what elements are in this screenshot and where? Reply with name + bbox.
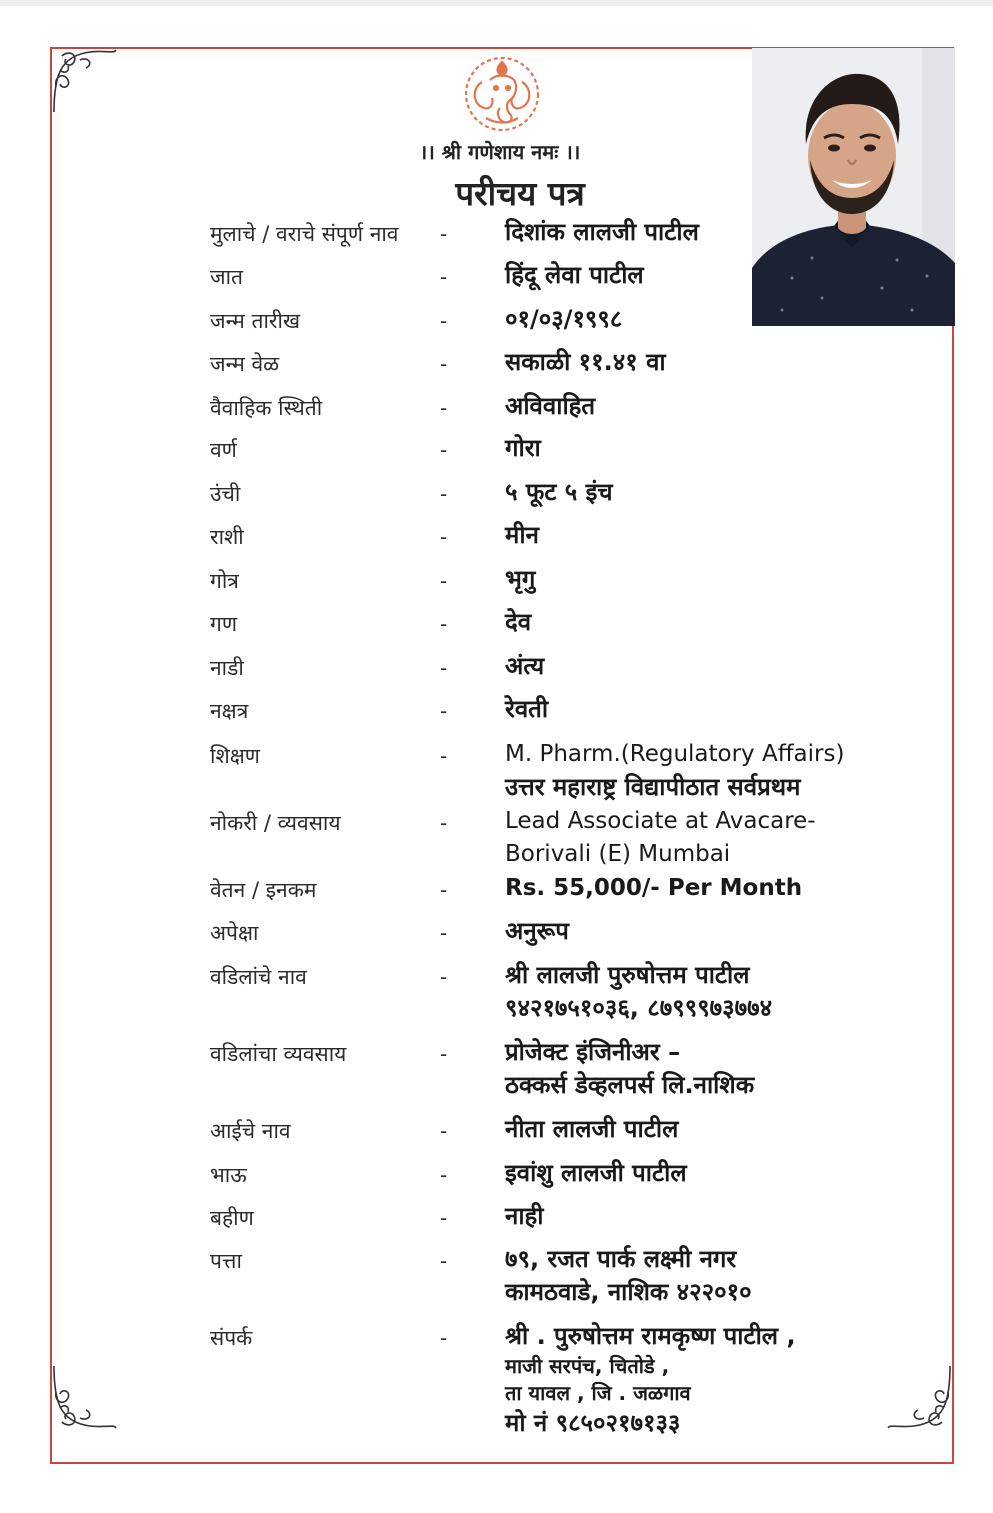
detail-label: नक्षत्र [210, 699, 249, 723]
detail-label: वडिलांचा व्यवसाय [210, 1042, 347, 1066]
separator-dash: - [440, 1163, 448, 1187]
detail-value-line: Lead Associate at Avacare- [505, 808, 816, 834]
mantra-heading: ।। श्री गणेशाय नमः ।। [419, 140, 581, 164]
detail-value [505, 915, 905, 948]
detail-value-line: प्रोजेक्ट इंजिनीअर – [505, 1038, 681, 1066]
separator-dash: - [440, 525, 448, 549]
separator-dash: - [440, 921, 448, 945]
ganesh-emblem-icon [460, 52, 544, 136]
detail-value [505, 1157, 905, 1190]
separator-dash: - [440, 1249, 448, 1273]
detail-value [505, 216, 905, 249]
detail-value [505, 259, 905, 292]
detail-value [505, 1113, 905, 1146]
detail-label: जन्म वेळ [210, 352, 280, 376]
corner-ornament-top-left-icon [50, 46, 120, 116]
detail-value-line: ०१/०३/१९९८ [505, 305, 623, 333]
detail-label: संपर्क [210, 1326, 253, 1350]
detail-value-line: देव [505, 608, 532, 636]
detail-value-line: नाही [505, 1202, 544, 1230]
detail-value [505, 432, 905, 465]
detail-value [505, 476, 905, 509]
separator-dash: - [440, 222, 448, 246]
detail-value-line: Borivali (E) Mumbai [505, 841, 731, 867]
detail-value [505, 959, 905, 1025]
detail-label: वडिलांचे नाव [210, 965, 307, 989]
detail-value-line: भृगु [505, 565, 536, 593]
detail-label: गोत्र [210, 569, 239, 593]
detail-value-line: ठक्कर्स डेव्हलपर्स लि.नाशिक [505, 1071, 755, 1099]
detail-value-line: हिंदू लेवा पाटील [505, 261, 644, 289]
corner-ornament-bottom-left-icon [50, 1362, 120, 1432]
detail-value-line: नीता लालजी पाटील [505, 1115, 679, 1143]
detail-value [505, 1036, 905, 1102]
detail-value-line: अनुरूप [505, 917, 569, 945]
detail-label: नोकरी / व्यवसाय [210, 811, 341, 835]
detail-value-line: गोरा [505, 434, 541, 462]
separator-dash: - [440, 1042, 448, 1066]
separator-dash: - [440, 1206, 448, 1230]
separator-dash: - [440, 699, 448, 723]
detail-value [505, 563, 905, 596]
detail-label: वर्ण [210, 438, 237, 462]
separator-dash: - [440, 744, 448, 768]
detail-label: बहीण [210, 1206, 254, 1230]
detail-value-line: रेवती [505, 695, 549, 723]
detail-value-line: श्री लालजी पुरुषोत्तम पाटील [505, 961, 750, 989]
separator-dash: - [440, 1326, 448, 1350]
detail-value-line: इवांशु लालजी पाटील [505, 1159, 687, 1187]
detail-value-line: दिशांक लालजी पाटील [505, 218, 699, 246]
detail-value [505, 872, 905, 905]
page-title: परीचय पत्र [455, 174, 585, 213]
detail-value-line: ७९, रजत पार्क लक्ष्मी नगर [505, 1245, 737, 1273]
detail-value [505, 390, 905, 423]
detail-value-line: उत्तर महाराष्ट्र विद्यापीठात सर्वप्रथम [505, 773, 801, 801]
detail-label: मुलाचे / वराचे संपूर्ण नाव [210, 222, 399, 246]
detail-value [505, 519, 905, 552]
detail-value-line: मीन [505, 521, 539, 549]
detail-label: पत्ता [210, 1249, 242, 1273]
detail-label: जात [210, 265, 243, 289]
detail-value [505, 693, 905, 726]
detail-label: भाऊ [210, 1163, 247, 1187]
separator-dash: - [440, 1119, 448, 1143]
detail-value [505, 346, 905, 379]
detail-value [505, 1320, 905, 1440]
detail-label: वैवाहिक स्थिती [210, 396, 323, 420]
detail-value-line: माजी सरपंच, चितोडे , [505, 1354, 670, 1378]
detail-label: शिक्षण [210, 744, 260, 768]
detail-value [505, 606, 905, 639]
top-strip [0, 0, 993, 6]
detail-value-line: अंत्य [505, 652, 545, 680]
separator-dash: - [440, 656, 448, 680]
separator-dash: - [440, 811, 448, 835]
detail-value [505, 1200, 905, 1233]
detail-value [505, 1243, 905, 1309]
detail-label: राशी [210, 525, 244, 549]
detail-label: अपेक्षा [210, 921, 259, 945]
detail-label: नाडी [210, 656, 244, 680]
detail-value-line: कामठवाडे, नाशिक ४२२०१० [505, 1278, 752, 1306]
detail-value [505, 738, 905, 804]
detail-label: उंची [210, 482, 241, 506]
separator-dash: - [440, 396, 448, 420]
detail-label: वेतन / इनकम [210, 878, 317, 902]
detail-value [505, 805, 905, 871]
detail-value-line: ५ फूट ५ इंच [505, 478, 613, 506]
detail-value-line: Rs. 55,000/- Per Month [505, 875, 803, 901]
detail-value-line: ता यावल , जि . जळगाव [505, 1381, 691, 1405]
detail-value [505, 650, 905, 683]
separator-dash: - [440, 309, 448, 333]
separator-dash: - [440, 965, 448, 989]
separator-dash: - [440, 265, 448, 289]
separator-dash: - [440, 569, 448, 593]
separator-dash: - [440, 612, 448, 636]
separator-dash: - [440, 482, 448, 506]
detail-value [505, 303, 905, 336]
separator-dash: - [440, 878, 448, 902]
detail-value-line: अविवाहित [505, 392, 596, 420]
detail-value-line: M. Pharm.(Regulatory Affairs) [505, 741, 845, 767]
detail-value-line: मो नं ९८५०२१७१३३ [505, 1409, 681, 1437]
detail-value-line: श्री . पुरुषोत्तम रामकृष्ण पाटील , [505, 1322, 796, 1350]
detail-label: आईचे नाव [210, 1119, 291, 1143]
separator-dash: - [440, 438, 448, 462]
detail-label: गण [210, 612, 238, 636]
detail-value-line: सकाळी ११.४१ वा [505, 348, 666, 376]
detail-label: जन्म तारीख [210, 309, 301, 333]
separator-dash: - [440, 352, 448, 376]
detail-value-line: ९४२१७५१०३६, ८७९९९७३७७४ [505, 994, 773, 1022]
